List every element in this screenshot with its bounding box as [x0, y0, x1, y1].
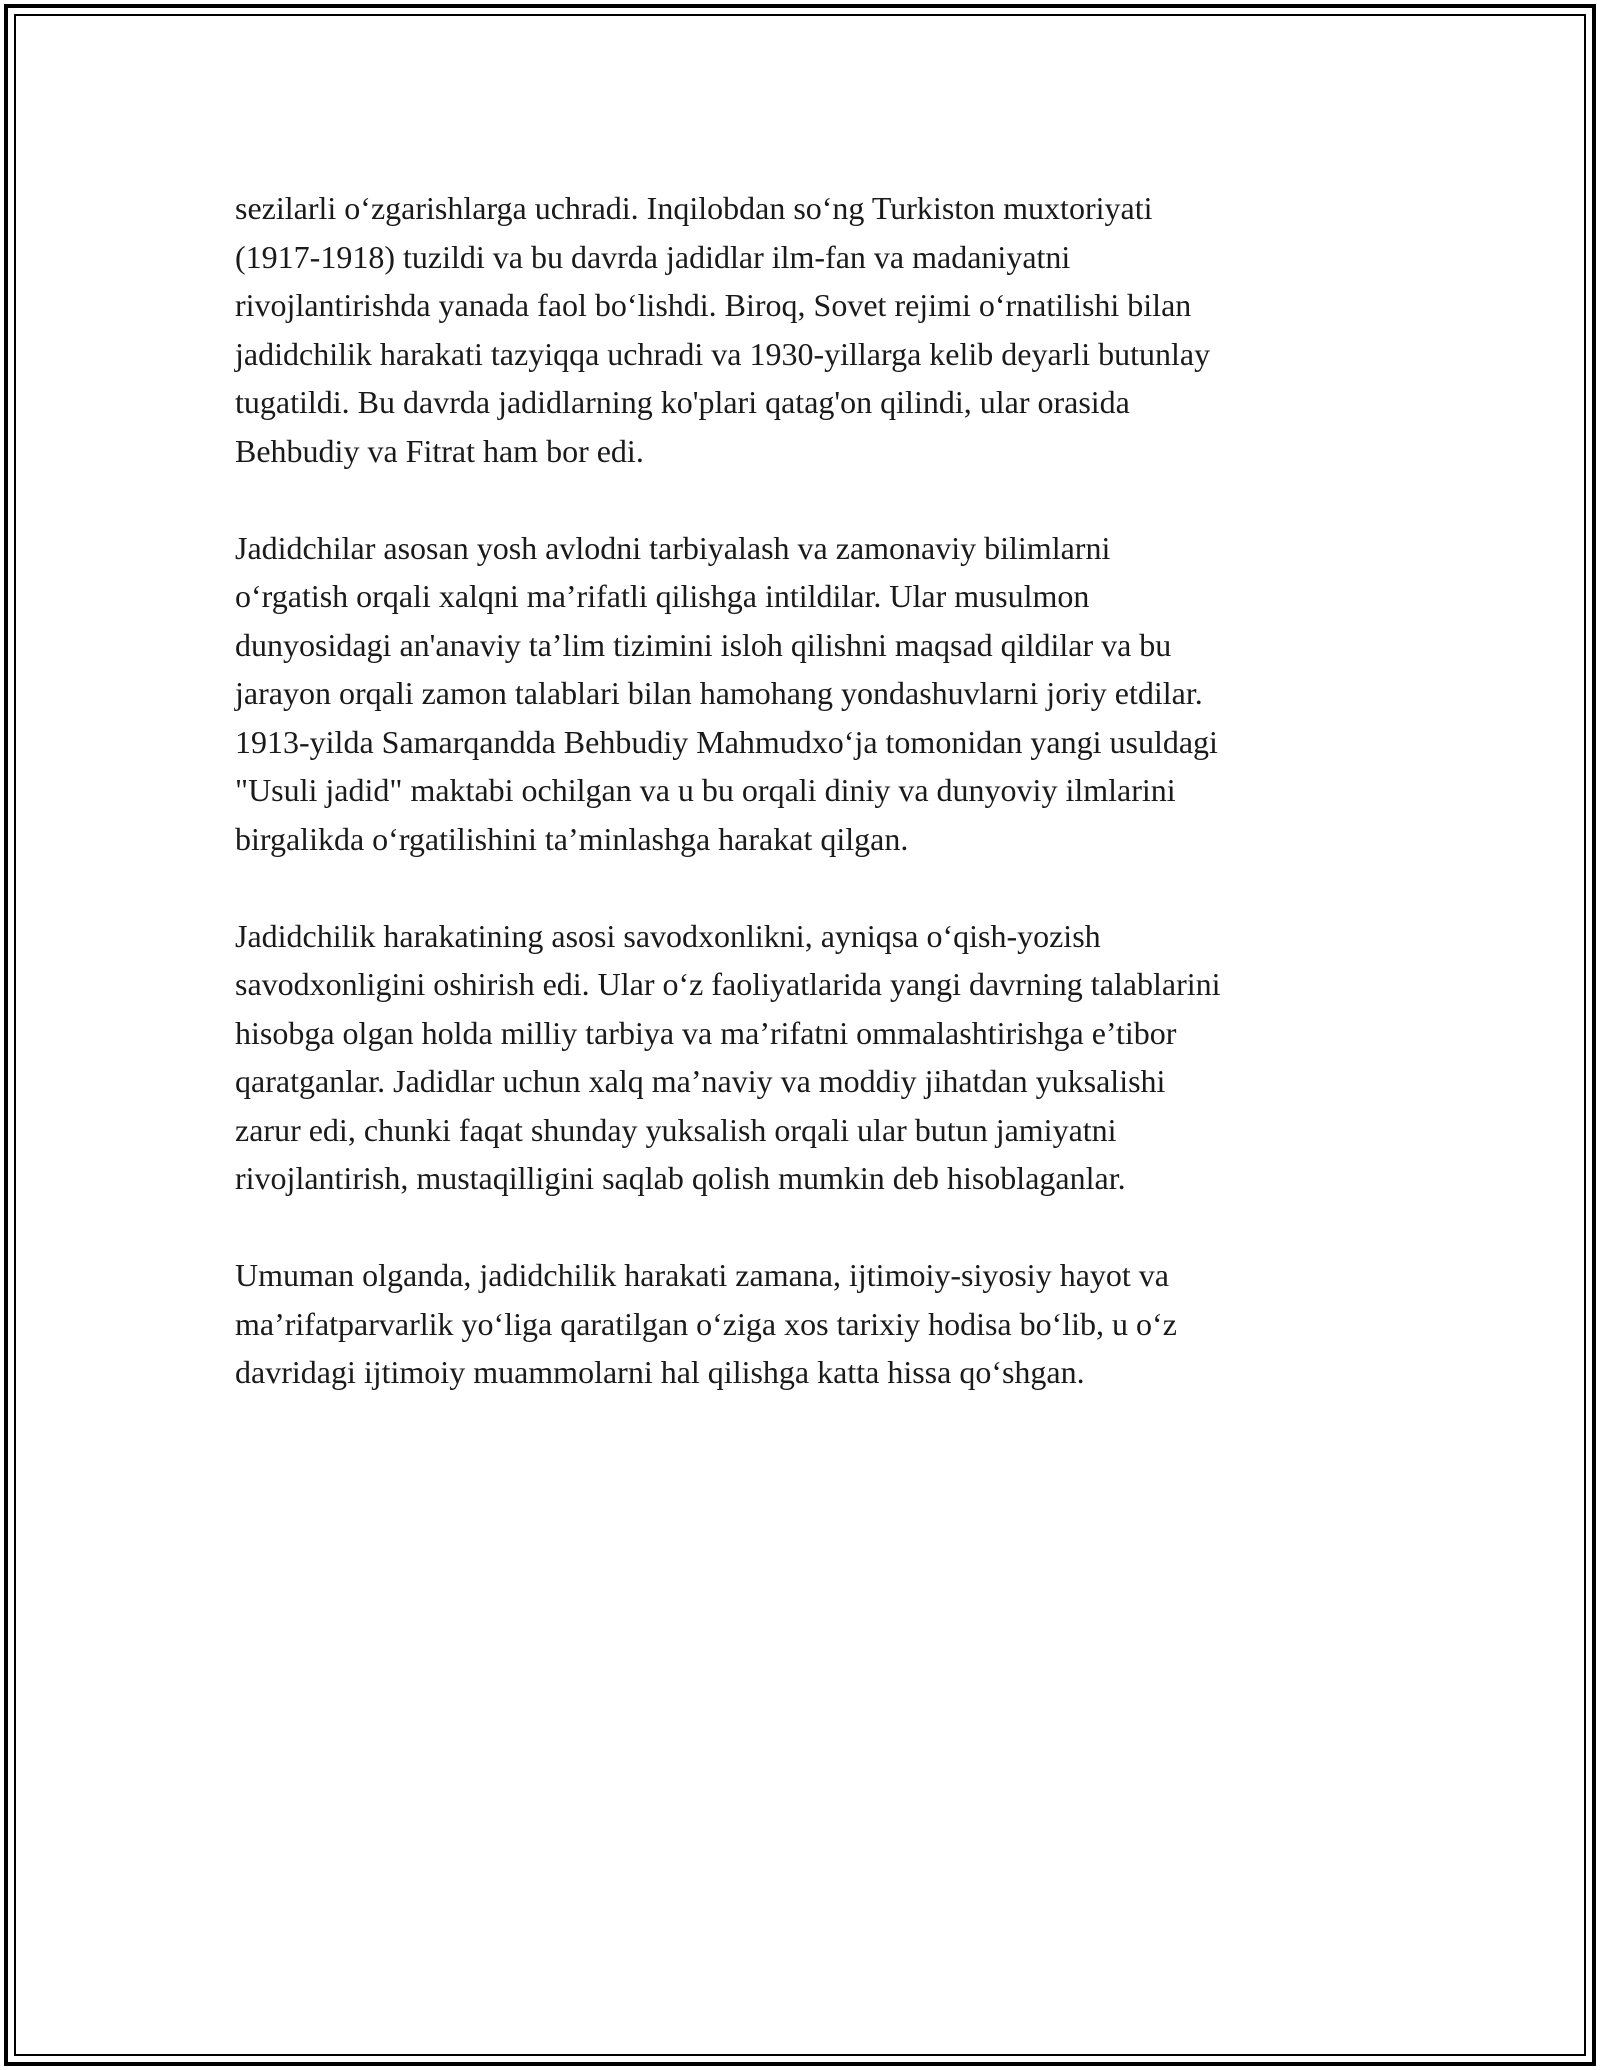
text-line: tugatildi. Bu davrda jadidlarning ko'plari qatag'on qilindi, ular orasida	[235, 384, 1130, 420]
paragraph-2	[235, 524, 1375, 864]
text-line: hisobga olgan holda milliy tarbiya va ma’rifatni ommalashtirishga e’tibor	[235, 1014, 1177, 1051]
paragraph-4	[235, 1251, 1375, 1397]
text-line: o‘rgatish orqali xalqni ma’rifatli qilishga intildilar. Ular musulmon	[235, 578, 1090, 614]
text-line: jarayon orqali zamon talablari bilan hamohang yondashuvlarni joriy etdilar.	[235, 675, 1203, 711]
text-line: Behbudiy va Fitrat ham bor edi.	[235, 432, 644, 469]
text-line: birgalikda o‘rgatilishini ta’minlashga harakat qilgan.	[235, 820, 909, 857]
text-line: rivojlantirishda yanada faol bo‘lishdi. Biroq, Sovet rejimi o‘rnatilishi bilan	[235, 287, 1192, 323]
text-line: ma’rifatparvarlik yo‘liga qaratilgan o‘ziga xos tarixiy hodisa bo‘lib, u o‘z	[235, 1305, 1177, 1342]
text-line: savodxonligini oshirish edi. Ular o‘z faoliyatlarida yangi davrning talablarini	[235, 966, 1221, 1002]
text-line: sezilarli o‘zgarishlarga uchradi. Inqilobdan so‘ng Turkiston muxtoriyati	[235, 190, 1153, 226]
paragraph-3	[235, 912, 1375, 1203]
text-line: zarur edi, chunki faqat shunday yuksalish orqali ular butun jamiyatni	[235, 1111, 1117, 1148]
text-line: Jadidchilik harakatining asosi savodxonlikni, ayniqsa o‘qish-yozish	[235, 917, 1101, 954]
text-line: dunyosidagi an'anaviy ta’lim tizimini isloh qilishni maqsad qildilar va bu	[235, 626, 1172, 663]
text-line: jadidchilik harakati tazyiqqa uchradi va 1930-yillarga kelib deyarli butunlay	[235, 335, 1211, 372]
text-line: davridagi ijtimoiy muammolarni hal qilishga katta hissa qo‘shgan.	[235, 1354, 1085, 1390]
document-body	[235, 184, 1375, 1445]
text-line: qaratganlar. Jadidlar uchun xalq ma’naviy va moddiy jihatdan yuksalishi	[235, 1063, 1166, 1099]
paragraph-1	[235, 184, 1375, 475]
text-line: 1913-yilda Samarqandda Behbudiy Mahmudxo‘ja tomonidan yangi usuldagi	[235, 723, 1218, 760]
text-line: (1917-1918) tuzildi va bu davrda jadidlar ilm-fan va madaniyatni	[235, 238, 1071, 275]
text-line: "Usuli jadid" maktabi ochilgan va u bu orqali diniy va dunyoviy ilmlarini	[235, 772, 1176, 808]
text-line: rivojlantirish, mustaqilligini saqlab qolish mumkin deb hisoblaganlar.	[235, 1160, 1126, 1196]
text-line: Umuman olganda, jadidchilik harakati zamana, ijtimoiy-siyosiy hayot va	[235, 1257, 1169, 1293]
text-line: Jadidchilar asosan yosh avlodni tarbiyalash va zamonaviy bilimlarni	[235, 529, 1111, 566]
